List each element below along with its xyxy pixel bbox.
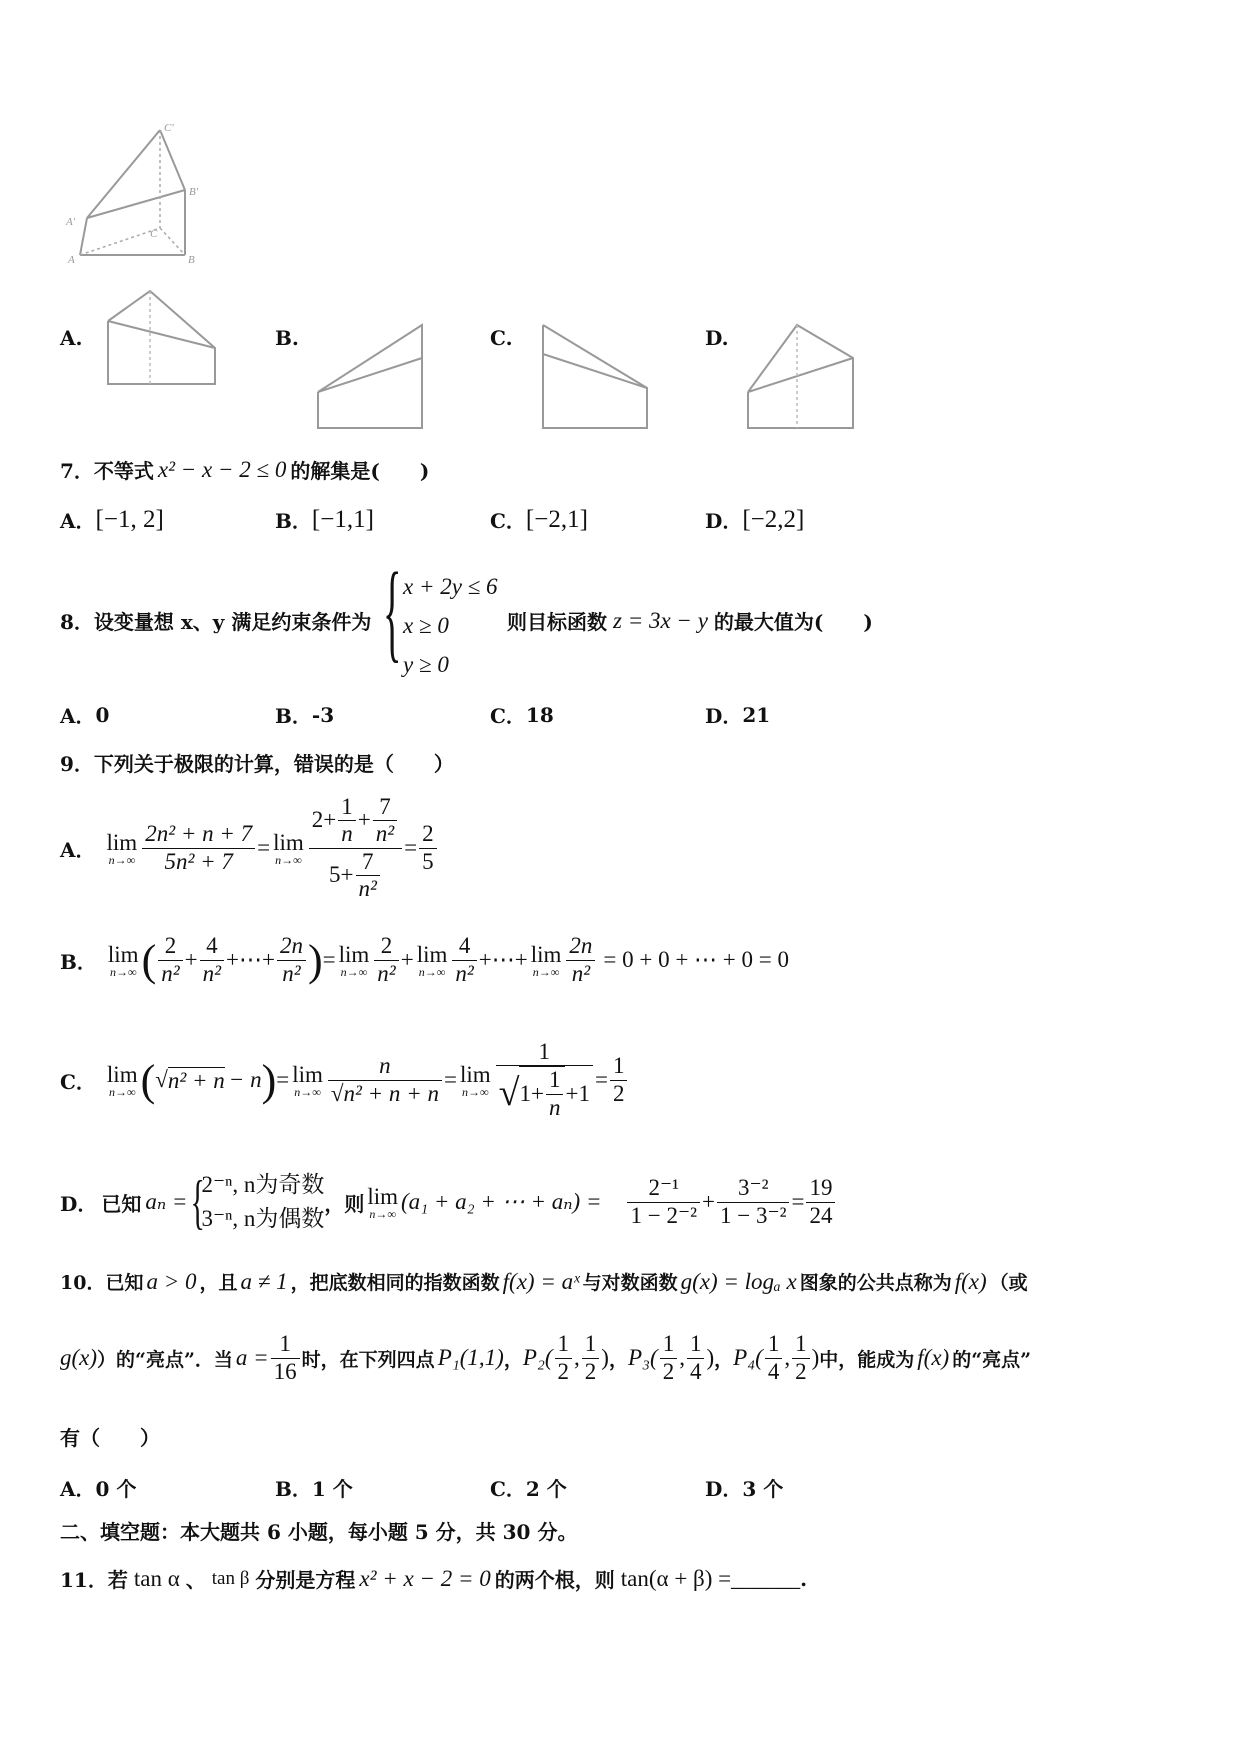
q11-end: . (800, 1566, 808, 1591)
q11-blank[interactable]: ______ (731, 1565, 801, 1591)
lim-word: lim (107, 941, 139, 967)
q10-p2-pre: P₂( (522, 1345, 553, 1370)
q10-opt-b-value: 1 个 (311, 1477, 353, 1501)
q10-comma-1: , (574, 1345, 580, 1370)
q8-opt-a-label: A． (60, 704, 96, 728)
q10-opt-d-value: 3 个 (742, 1477, 784, 1501)
q9d-f1-num: 2⁻¹ (627, 1175, 700, 1202)
q10-p3x-den: 2 (662, 1358, 675, 1384)
q8-opt-b-value: -3 (311, 702, 335, 727)
q10-sep-2: ， (608, 1348, 628, 1371)
q9d-f2-num: 3⁻² (717, 1175, 790, 1202)
q10-p4-x (765, 1331, 783, 1385)
label-c: C (150, 228, 158, 240)
q7-opt-a-label: A． (60, 509, 96, 533)
q9c-plus1: +1 (565, 1080, 590, 1106)
q9-opt-a-label: A． (60, 837, 96, 862)
q9b-fn-den: n² (282, 960, 301, 986)
q10-p2y-den: 2 (584, 1358, 597, 1384)
q11-stem (60, 1564, 807, 1593)
q10-l1g: 与对数函数 (582, 1272, 678, 1294)
q10-l1f: f(x) = aˣ (502, 1268, 580, 1294)
q9a-n2: n² (375, 821, 395, 847)
label-c1: C' (164, 122, 174, 134)
q10-l1e: ，把底数相同的指数函数 (290, 1272, 500, 1294)
q9a-big-den (309, 849, 402, 903)
q9b-lim (108, 943, 139, 978)
q8-number: 8． (60, 610, 94, 634)
q9b-dots-2: +⋯+ (478, 947, 528, 972)
lim-word: lim (530, 941, 562, 967)
q8-option-c[interactable] (490, 700, 554, 729)
lim-sub: n→∞ (340, 964, 368, 979)
lim-sub: n→∞ (532, 964, 560, 979)
q7-opt-c-value: [−2,1] (525, 505, 588, 533)
lim-sub: n→∞ (418, 964, 446, 979)
q9a-res-den: 5 (422, 848, 434, 874)
q9b-f2 (200, 933, 224, 987)
q10-p3-pre: P₃( (627, 1345, 658, 1370)
q9a-big-frac (309, 794, 402, 903)
q9b-plus: + (184, 947, 198, 972)
q9a-plus: + (357, 807, 371, 833)
q10-opt-c-label: C． (490, 1477, 526, 1501)
q8-constraint-2: x ≥ 0 (403, 613, 449, 638)
q9d-frac-2 (717, 1175, 790, 1229)
q8-constraint-1: x + 2y ≤ 6 (403, 574, 498, 599)
q9a-7-over-n2 (373, 794, 397, 848)
q10-p4x-num: 1 (765, 1331, 783, 1358)
q9a-5plus: 5+ (329, 862, 354, 888)
q9a-big-num (309, 794, 402, 849)
q9c-rparen: ) (261, 1055, 277, 1105)
q9b-dots: +⋯+ (226, 947, 275, 972)
q9b-f2-den: n² (202, 960, 222, 986)
q10-l1k: （或 (989, 1272, 1028, 1294)
q9c-den-sqrt-inner: n² + n (343, 1080, 401, 1106)
q9c-den-tail: + n (406, 1080, 439, 1106)
q8-option-a[interactable] (60, 700, 109, 729)
q10-opt-a-value: 0 个 (95, 1477, 137, 1501)
q10-p3y-num: 1 (687, 1331, 705, 1358)
q9c-1-over-n (546, 1067, 564, 1121)
q10-p2-x (555, 1331, 573, 1385)
lim-sub: n→∞ (369, 1206, 396, 1221)
q11-a: 若 (107, 1568, 128, 1592)
q10-p3x-num: 1 (660, 1331, 678, 1358)
q11-equation: x² + x − 2 = 0 (359, 1565, 491, 1591)
q6-option-a-view (105, 288, 220, 388)
lim-sub: n→∞ (275, 852, 302, 867)
q10-p2x-num: 1 (555, 1331, 573, 1358)
q10-option-c[interactable] (490, 1473, 567, 1502)
q9b-g2-num: 4 (452, 933, 476, 960)
q9d-frac-1 (627, 1175, 700, 1229)
prism-figure (60, 122, 230, 295)
q11-tan-alpha: tan α (133, 1565, 180, 1591)
q9a-2plus: 2+ (311, 807, 337, 833)
lim-word: lim (338, 941, 370, 967)
q10-rp-2: ) (706, 1345, 715, 1370)
q9b-f1 (158, 933, 182, 987)
q9b-g1-den: n² (377, 960, 396, 986)
q9c-sqrt-sign: √ (155, 1067, 168, 1092)
q9d-res-num: 19 (806, 1175, 835, 1202)
q7-opt-d-value: [−2,2] (742, 505, 805, 533)
lim-word: lim (367, 1183, 398, 1209)
section-2-heading: 二、填空题：本大题共 6 小题，每小题 5 分，共 30 分。 (60, 1520, 578, 1544)
q9c-lim (107, 1063, 138, 1098)
q9c-minus-n: − n (228, 1067, 262, 1092)
q9b-g1-num: 2 (374, 933, 398, 960)
q10-opt-a-label: A． (60, 1477, 96, 1501)
q7-opt-d-label: D． (705, 509, 743, 533)
q8-opt-d-value: 21 (742, 702, 771, 727)
q7-opt-a-value: [−1, 2] (95, 505, 164, 533)
q9a-seven-den: 7 (356, 849, 380, 876)
q9b-gn (566, 933, 595, 987)
lim-sub: n→∞ (109, 964, 137, 979)
label-b1: B' (189, 186, 199, 198)
q7-number: 7． (60, 459, 94, 483)
q10-a-den: 16 (273, 1358, 297, 1384)
q10-p4y-num: 1 (792, 1331, 810, 1358)
q9c-lim-2 (292, 1063, 323, 1098)
q9a-lim-2 (273, 831, 304, 866)
q10-p4-y (792, 1331, 810, 1385)
q9c-res-den: 2 (612, 1080, 625, 1106)
q10-p2y-num: 1 (582, 1331, 600, 1358)
q9-stem (60, 748, 454, 777)
label-a1: A' (66, 216, 76, 228)
q9c-res-num: 1 (610, 1053, 628, 1080)
q7-option-c[interactable] (490, 505, 588, 534)
q9c-frac2-den (496, 1066, 593, 1121)
q7-option-d[interactable] (705, 505, 804, 534)
q9a-eq-1: = (257, 835, 271, 860)
q8-opt-c-label: C． (490, 704, 526, 728)
q9b-lparen: ( (141, 935, 157, 985)
q11-b: 、 (185, 1568, 206, 1592)
q9c-frac1-den (328, 1081, 442, 1107)
q9a-lim-1 (107, 831, 138, 866)
q10-l1d: a ≠ 1 (240, 1268, 288, 1294)
q9b-fn (277, 933, 306, 987)
q9c-eq-3: = (594, 1067, 608, 1092)
q9b-f1-den: n² (161, 960, 180, 986)
q9-option-b[interactable] (60, 925, 789, 995)
q10-opt-b-label: B． (275, 1477, 312, 1501)
q10-number: 10． (60, 1272, 106, 1294)
q10-a-frac (271, 1331, 300, 1385)
q8-opt-b-label: B． (275, 704, 312, 728)
q9a-1-over-n (338, 794, 356, 848)
q9c-lim-3 (460, 1063, 491, 1098)
label-b: B (188, 254, 195, 266)
q8-option-b[interactable] (275, 700, 334, 729)
q9a-7-over-n2-den (356, 849, 380, 903)
q9d-res-den: 24 (809, 1202, 833, 1228)
label-a: A (68, 254, 75, 266)
q9b-g2 (452, 933, 476, 987)
q9c-frac1-num: n (328, 1053, 442, 1080)
q10-l1h: g(x) = logₐ x (680, 1268, 797, 1294)
q9d-then: ，则 (324, 1191, 365, 1216)
q10-comma-2: , (679, 1345, 685, 1370)
lim-word: lim (273, 829, 304, 855)
q8-option-d[interactable] (705, 700, 770, 729)
q10-l2f: f(x) (917, 1345, 950, 1370)
q8-brace: { (383, 550, 402, 672)
q10-p2x-den: 2 (557, 1358, 570, 1384)
q8-opt-d-label: D． (705, 704, 743, 728)
q9b-lim-2 (339, 943, 370, 978)
q7-stem (60, 455, 429, 484)
lim-word: lim (106, 1061, 138, 1087)
q9d-f2-den: 1 − 3⁻² (719, 1202, 787, 1228)
q10-l2g: 的“亮点” (952, 1348, 1032, 1371)
q9a-n: n (341, 821, 353, 847)
q6-option-d-label: D. (705, 326, 729, 350)
q7-opt-b-value: [−1,1] (311, 505, 374, 533)
lim-sub: n→∞ (108, 1084, 136, 1099)
q7-option-a[interactable] (60, 505, 164, 534)
q10-option-a[interactable] (60, 1473, 136, 1502)
q7-opt-c-label: C． (490, 509, 526, 533)
q9c-frac-2 (496, 1039, 593, 1121)
q10-p4x-den: 4 (767, 1358, 780, 1384)
q6-option-c-view (540, 320, 655, 430)
q9a-n2-den: n² (358, 875, 377, 901)
q9a-seven: 7 (373, 794, 397, 821)
q8-opt-c-value: 18 (525, 702, 554, 727)
q10-comma-3: , (784, 1345, 791, 1370)
q9b-f1-num: 2 (158, 933, 182, 960)
q11-expr: tan(α + β) = (620, 1565, 732, 1591)
q9c-eq-1: = (276, 1067, 290, 1092)
q10-rp-1: ) (601, 1345, 609, 1370)
q9d-f1-den: 1 − 2⁻² (630, 1202, 697, 1228)
q9d-result (806, 1175, 835, 1229)
q9-number: 9． (60, 752, 94, 776)
q9a-frac1-num: 2n² + n + 7 (142, 821, 255, 848)
q9c-lparen: ( (140, 1055, 156, 1105)
q9d-eq: = (791, 1189, 805, 1214)
q9-opt-b-label: B． (60, 949, 97, 974)
q9a-frac1-den: 5n² + 7 (164, 848, 233, 874)
q11-c: 分别是方程 (255, 1568, 356, 1592)
q9c-frac-1 (328, 1053, 442, 1107)
q8-stem-after: 的最大值为( ) (713, 610, 873, 634)
q9c-eq-2: = (443, 1067, 457, 1092)
q10-a-num: 1 (271, 1331, 300, 1358)
q7-stem-after: 的解集是( ) (290, 459, 430, 483)
q8-stem-tail (507, 606, 873, 635)
q9-option-c[interactable] (60, 1030, 629, 1130)
q9a-one: 1 (338, 794, 356, 821)
q9c-frac2-num: 1 (496, 1039, 593, 1066)
lim-word: lim (459, 1061, 491, 1087)
q9-option-a[interactable] (60, 788, 439, 908)
q10-l1i: 图象的公共点称为 (799, 1272, 952, 1294)
q9a-frac-1 (142, 821, 255, 875)
lim-word: lim (292, 1061, 323, 1087)
q9b-plus-2: + (400, 947, 414, 972)
q10-opt-c-value: 2 个 (525, 1477, 567, 1501)
q10-sep-3: ， (714, 1348, 734, 1371)
q10-p2-y (582, 1331, 600, 1385)
q9d-sum: (a₁ + a₂ + ⋯ + aₙ) = (401, 1189, 602, 1214)
q9d-known: 已知 (101, 1191, 142, 1216)
q10-p1: P₁(1,1) (437, 1345, 504, 1370)
q9b-gn-den: n² (571, 960, 591, 986)
q9b-rhs: = 0 + 0 + ⋯ + 0 = 0 (603, 947, 789, 972)
lim-sub: n→∞ (294, 1084, 321, 1099)
q10-l1b: a > 0 (146, 1268, 197, 1294)
lim-sub: n→∞ (462, 1084, 489, 1099)
q9c-one: 1 (546, 1067, 564, 1094)
q9b-eq: = (322, 947, 336, 972)
q9c-sqrt2-a: 1+ (519, 1081, 544, 1106)
q8-objective: z = 3x − y (613, 607, 708, 633)
q10-rp-3: ) (811, 1345, 820, 1370)
q8-stem-mid: 则目标函数 (507, 610, 607, 634)
q7-inequality: x² − x − 2 ≤ 0 (157, 456, 287, 482)
q9d-case-1: 2⁻ⁿ, n为奇数 (201, 1172, 325, 1197)
q9d-lim (367, 1185, 398, 1220)
q7-opt-b-label: B． (275, 509, 312, 533)
q10-p3y-den: 4 (689, 1358, 702, 1384)
q10-sep-1: ， (503, 1348, 523, 1371)
q9d-brace: { (190, 1168, 206, 1235)
q8-constraints (403, 567, 498, 684)
q8-stem-before: 设变量想 x、y 满足约束条件为 (93, 610, 372, 634)
q9c-n: n (548, 1094, 561, 1120)
lim-word: lim (106, 829, 138, 855)
q10-p4y-den: 2 (795, 1358, 807, 1384)
q9-opt-d-label: D． (60, 1191, 98, 1216)
q9d-case-2: 3⁻ⁿ, n为偶数 (201, 1206, 325, 1231)
q9b-g2-den: n² (455, 960, 474, 986)
q10-l2c: a = (235, 1345, 269, 1370)
q9b-lim-3 (417, 943, 448, 978)
q9a-result (419, 821, 437, 875)
q9-option-d[interactable] (60, 1162, 837, 1242)
q10-line-1 (60, 1268, 1028, 1295)
q9a-res-num: 2 (419, 821, 437, 848)
q10-l2b: ）的“亮点”．当 (97, 1348, 233, 1371)
q9-opt-c-label: C． (60, 1069, 96, 1094)
q6-option-b-view (315, 320, 430, 430)
q8-opt-a-value: 0 (95, 702, 110, 727)
q10-l1c: ，且 (199, 1272, 238, 1294)
q6-option-d-view (745, 320, 860, 430)
q10-l2d: 时，在下列四点 (301, 1348, 435, 1371)
q9b-g1 (374, 933, 398, 987)
q9c-sqrt2-inner (519, 1066, 565, 1121)
q9b-fn-num: 2n (277, 933, 306, 960)
q9b-gn-num: 2n (566, 933, 595, 960)
q10-option-d[interactable] (705, 1473, 783, 1502)
q8-stem (60, 606, 371, 635)
q9b-rparen: ) (307, 935, 323, 985)
q6-option-b-label: B. (275, 326, 299, 350)
lim-word: lim (416, 941, 448, 967)
q10-p4-pre: P₄( (733, 1345, 763, 1370)
q11-tan-beta: tan β (211, 1567, 250, 1589)
q9a-eq-2: = (404, 835, 418, 860)
q10-l1a: 已知 (105, 1272, 144, 1294)
q7-stem-before: 不等式 (93, 459, 154, 483)
q9d-plus: + (701, 1189, 715, 1214)
q9c-den-sqrt-sign: √ (330, 1080, 344, 1106)
q9b-lim-4 (531, 943, 562, 978)
q10-line-2 (60, 1328, 1031, 1388)
q10-p3-x (660, 1331, 678, 1385)
q9c-result (610, 1053, 628, 1107)
q9d-an: aₙ = (145, 1189, 188, 1214)
q10-line-3: 有（ ） (60, 1426, 160, 1450)
q10-l2e: 中，能成为 (819, 1348, 915, 1371)
q11-number: 11． (60, 1568, 108, 1592)
q7-option-b[interactable] (275, 505, 374, 534)
lim-sub: n→∞ (108, 852, 136, 867)
q10-option-b[interactable] (275, 1473, 353, 1502)
q9c-sqrt2-sign: √ (498, 1071, 520, 1114)
q10-l2a: g(x) (60, 1345, 98, 1370)
q10-l1j: f(x) (954, 1268, 987, 1294)
q9-stem-text: 下列关于极限的计算，错误的是（ ） (93, 752, 454, 776)
q9d-cases (201, 1168, 324, 1236)
q8-constraint-3: y ≥ 0 (403, 652, 449, 677)
q9b-f2-num: 4 (200, 933, 224, 960)
q10-opt-d-label: D． (705, 1477, 743, 1501)
q6-option-c-label: C. (490, 326, 513, 350)
q9c-sqrt-inner: n² + n (167, 1067, 225, 1093)
q10-p3-y (687, 1331, 705, 1385)
q6-option-a-label: A. (60, 326, 83, 350)
q11-d: 的两个根，则 (494, 1568, 615, 1592)
